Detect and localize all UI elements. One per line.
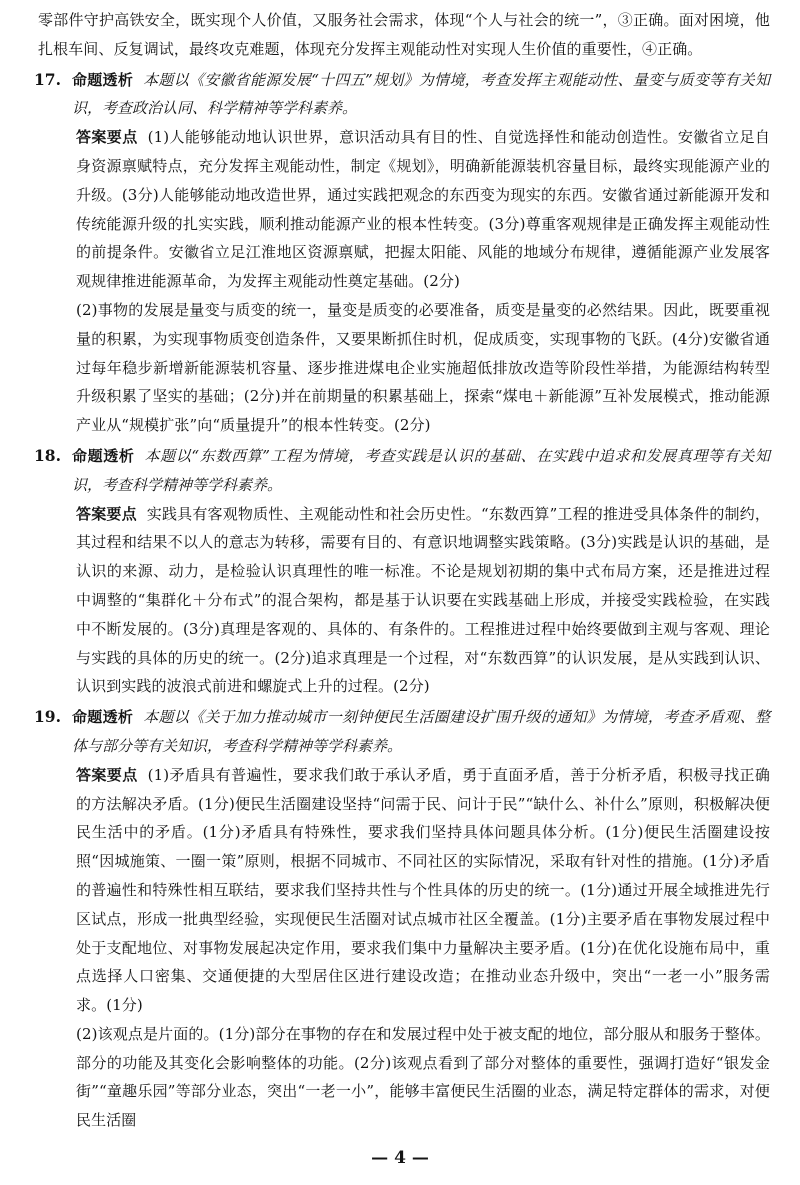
intro-text: 本题以《安徽省能源发展“十四五”规划》为情境，考查发挥主观能动性、量变与质变等有关知识，考查政治认同、科学精神等学科素养。 [72,70,770,118]
page-number: — 4 — [371,1148,429,1168]
answer-paragraph: 答案要点 实践具有客观物质性、主观能动性和社会历史性。“东数西算”工程的推进受具体条件的制约，其过程和结果不以人的意志为转移，需要有目的、有意识地调整实践策略。(3分)实践是认识的基础，是认识的来源、动力，是检验认识真理性的唯一标准。不论是规划初期的集中式布局方案，还是推进过程中调整的“集群化＋分布式”的混合架构，都是基于认识要在实践基础上形成，并接受实践检验，在实践中不断发展的。(3分)真理是客观的、具体的、有条件的。工程推进过程中始终要做到主观与客观、理论与实践的具体的历史的统一。(2分)追求真理是一个过程，对“东数西算”的认识发展，是从实践到认识、认识到实践的波浪式前进和螺旋式上升的过程。(2分) [76,504,770,696]
intro-label: 命题透析 [72,70,134,89]
answer-paragraph: 答案要点 (1)矛盾具有普遍性，要求我们敢于承认矛盾，勇于直面矛盾，善于分析矛盾，积极寻找正确的方法解决矛盾。(1分)便民生活圈建设坚持“问需于民、问计于民”“缺什么、补什么”原则，积极解决便民生活中的矛盾。(1分)矛盾具有特殊性，要求我们坚持具体问题具体分析。(1分)便民生活圈建设按照“因城施策、一圈一策”原则，根据不同城市、不同社区的实际情况，采取有针对性的措施。(1分)矛盾的普遍性和特殊性相互联结，要求我们坚持共性与个性具体的历史的统一。(1分)通过开展全域推进先行区试点，形成一批典型经验，实现便民生活圈对试点城市社区全覆盖。(1分)主要矛盾在事物发展过程中处于支配地位、对事物发展起决定作用，要求我们集中力量解决主要矛盾。(1分)在优化设施布局中，重点选择人口密集、交通便捷的大型居住区进行建设改造；在推动业态升级中，突出“一老一小”服务需求。(1分) [76,765,770,1015]
question-18 [34,442,770,701]
answer-paragraph: 答案要点 (1)人能够能动地认识世界，意识活动具有目的性、自觉选择性和能动创造性。安徽省立足自身资源禀赋特点，充分发挥主观能动性，制定《规划》，明确新能源装机容量目标，最终实现能源产业的升级。(3分)人能够能动地改造世界，通过实践把观念的东西变为现实的东西。安徽省通过新能源开发和传统能源升级的扎实实践，顺利推动能源产业的根本性转变。(3分)尊重客观规律是正确发挥主观能动性的前提条件。安徽省立足江淮地区资源禀赋，把握太阳能、风能的地域分布规律，遵循能源产业发展客观规律推进能源革命，为发挥主观能动性奠定基础。(2分) [76,128,770,291]
answer-label: 答案要点 [76,128,138,147]
answer-paragraph: (2)事物的发展是量变与质变的统一，量变是质变的必要准备，质变是量变的必然结果。因此，既要重视量的积累，为实现事物质变创造条件，又要果断抓住时机，促成质变，实现事物的飞跃。(4分)安徽省通过每年稳步新增新能源装机容量、逐步推进煤电企业实施超低排放改造等阶段性举措，为能源结构转型升级积累了坚实的基础；(2分)并在前期量的积累基础上，探索“煤电＋新能源”互补发展模式，推动能源产业从“规模扩张”向“质量提升”的根本性转变。(2分) [76,300,770,435]
intro-label: 命题透析 [72,446,135,465]
intro-text: 本题以《关于加力推动城市一刻钟便民生活圈建设扩围升级的通知》为情境，考查矛盾观、整体与部分等有关知识，考查科学精神等学科素养。 [72,708,770,755]
answer-block [76,123,770,440]
intro-text: 本题以“东数西算”工程为情境，考查实践是认识的基础、在实践中追求和发展真理等有关知识，考查科学精神等学科素养。 [72,446,770,494]
question-number: 17. [34,69,61,89]
answer-block [76,500,770,702]
question-19 [34,703,770,1135]
question-17 [34,66,770,440]
question-number: 19. [34,707,61,727]
answer-block [76,761,770,1135]
answer-paragraph: (2)该观点是片面的。(1分)部分在事物的存在和发展过程中处于被支配的地位，部分服从和服务于整体。部分的功能及其变化会影响整体的功能。(2分)该观点看到了部分对整体的重要性，强调打造好“银发金街”“童趣乐园”等部分业态，突出“一老一小”，能够丰富便民生活圈的业态，满足特定群体的需求，对便民生活圈 [76,1024,770,1130]
question-number: 18. [34,445,61,465]
answer-label: 答案要点 [76,504,137,523]
intro-label: 命题透析 [72,708,134,727]
answer-label: 答案要点 [76,765,138,784]
continuation-text: 零部件守护高铁安全，既实现个人价值，又服务社会需求，体现“个人与社会的统一”，③正确。面对困境，他扎根车间、反复调试，最终攻克难题，体现充分发挥主观能动性对实现人生价值的重要性，④正确。 [38,11,770,58]
